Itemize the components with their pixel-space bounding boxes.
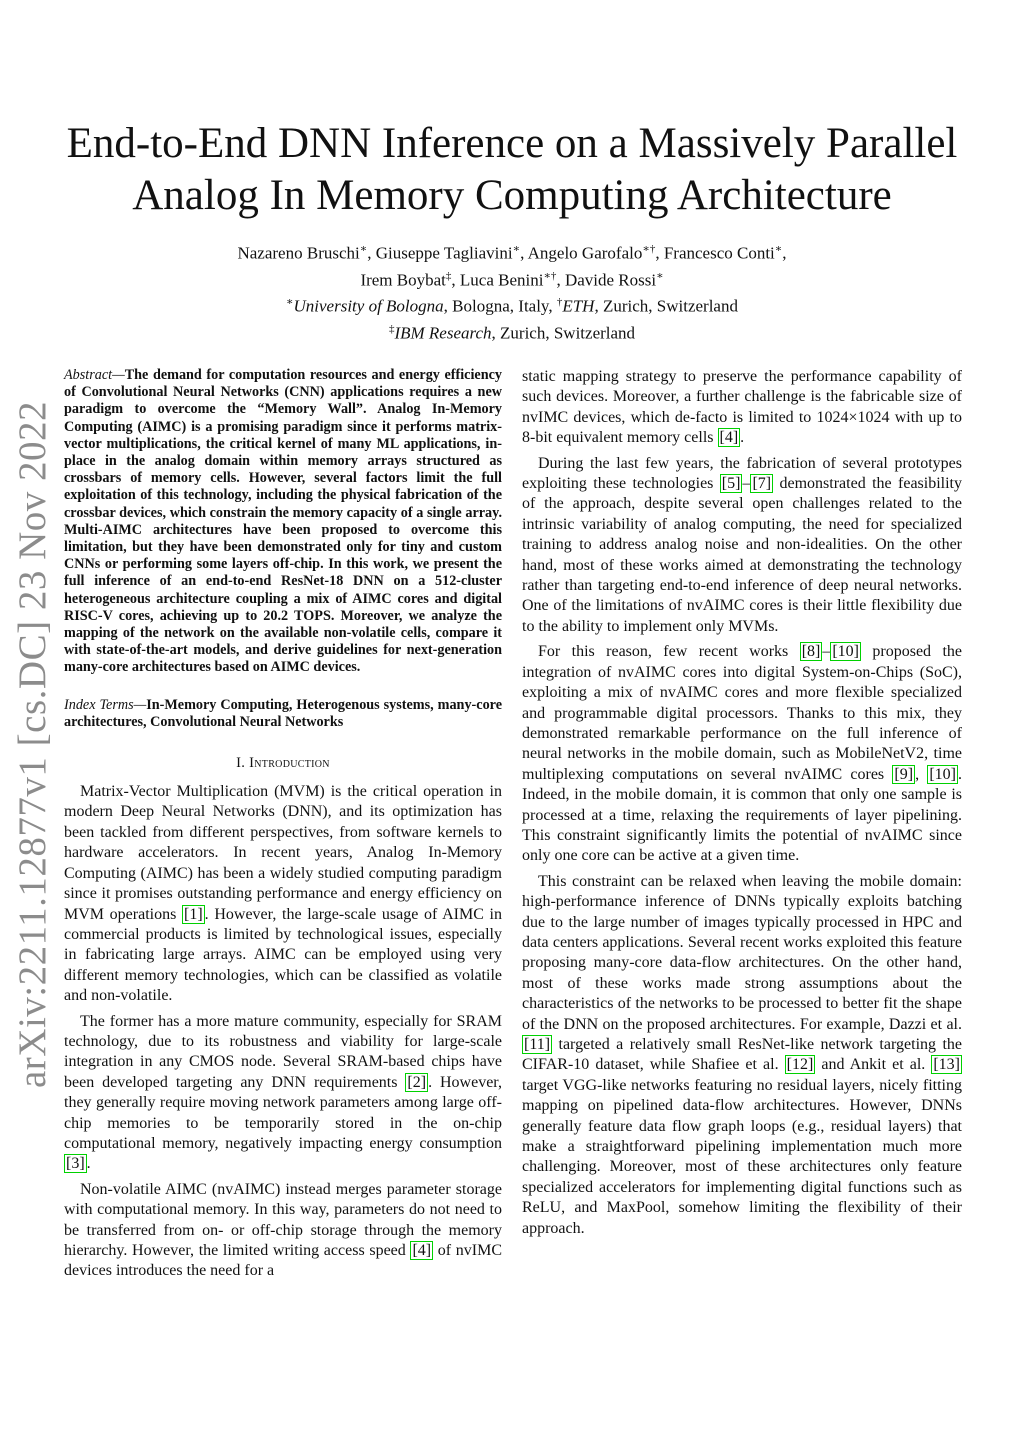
abstract-text: The demand for computation resources and energy efficiency of Convolutional Neural Networks (CNN) applications requires a new paradigm to overcome the “Memory Wall”. Analog In-Memory Computing (AIMC) is a promising paradigm since it performs matrix-vector multiplications, the critical kernel of many ML applications, in-place in the analog domain within memory arrays structured as crossbars of memory cells. However, several factors limit the full exploitation of this technology, including the physical fabrication of the crossbar devices, which constrain the memory capacity of a single array. Multi-AIMC architectures have been proposed to overcome this limitation, but they have been demonstrated only for tiny and custom CNNs or performing some layers off-chip. In this work, we present the full inference of an end-to-end ResNet-18 DNN on a 512-cluster heterogeneous architecture coupling a mix of AIMC cores and digital RISC-V cores, achieving up to 20.2 TOPS. Moreover, we analyze the mapping of the network on the available non-volatile cells, compare it with state-of-the-art models, and derive guidelines for next-generation many-core architectures based on AIMC devices. xyxy=(64,367,502,676)
paper-title: End-to-End DNN Inference on a Massively Parallel Analog In Memory Computing Architecture xyxy=(66,120,958,219)
paragraph-text: – xyxy=(742,475,751,493)
paragraph xyxy=(64,1012,502,1175)
paragraph-text: targeted a relatively small ResNet-like network targeting the CIFAR-10 dataset, while Shafiee et al. xyxy=(522,1036,962,1074)
arxiv-identifier-text: arXiv:2211.12877v1 [cs.DC] 23 Nov 2022 xyxy=(10,400,54,1088)
right-column xyxy=(522,367,962,1244)
paragraph-text: . However, the large-scale usage of AIMC in commercial products is limited by technological issues, especially in fabricating large arrays. AIMC can be employed using very different memory technologies, which can be classified as volatile and non-volatile. xyxy=(64,905,502,1005)
author: Irem Boybat xyxy=(360,270,446,290)
affiliation-place: , Zurich, Switzerland xyxy=(594,296,738,316)
author: Davide Rossi xyxy=(564,270,657,290)
author-mark: ∗ xyxy=(774,243,783,255)
citation-link[interactable]: [10] xyxy=(832,643,859,661)
affiliation-place: , Bologna, Italy, xyxy=(443,296,557,316)
paragraph-text: For this reason, few recent works xyxy=(538,643,800,661)
affiliation-line-2 xyxy=(60,318,964,345)
citation-link[interactable]: [7] xyxy=(752,475,772,493)
paragraph-text: Non-volatile AIMC (nvAIMC) instead merges parameter storage with computational memory. In this way, parameters do not need to be transferred from on- or off-chip storage through the memory hierarchy. However, the limited writing access speed xyxy=(64,1180,502,1259)
author-mark: ∗† xyxy=(642,243,656,255)
citation-link[interactable]: [3] xyxy=(66,1155,85,1173)
paragraph xyxy=(64,1180,502,1282)
author-mark: ‡ xyxy=(445,269,452,282)
citation-link[interactable]: [5] xyxy=(721,475,741,493)
author-mark: ∗ xyxy=(512,243,521,255)
citation-link[interactable]: [4] xyxy=(412,1242,432,1259)
index-terms xyxy=(64,697,502,731)
paragraph-text: This constraint can be relaxed when leaving the mobile domain: high-performance inference of DNNs typically exploits batching due to the large number of images typically processed in HPC and data centers applications. Several recent works exploited this feature proposing many-core data-flow architectures. On the other hand, most of these works made strong assumptions about the characteristics of the networks to be processed to better fit the shape of the DNN on the proposed architectures. For example, Dazzi et al. xyxy=(522,872,962,1033)
citation-link[interactable]: [11] xyxy=(524,1036,551,1053)
section-heading xyxy=(64,755,502,772)
paragraph-text: of nvIMC devices introduces the need for a xyxy=(64,1242,503,1280)
citation-link[interactable]: [1] xyxy=(184,905,203,923)
affiliation-mark: ∗ xyxy=(286,296,294,309)
paragraph xyxy=(522,454,962,638)
paragraph-text: . Indeed, in the mobile domain, it is common that only one sample is processed at a time, relaxing the requirements of layer pipelining. This constraint significantly limits the potential of nvAIMC since only one core can be active at a given time. xyxy=(522,765,962,865)
author-mark: ∗ xyxy=(656,269,664,282)
paragraph xyxy=(522,642,962,866)
affiliation-mark: † xyxy=(556,296,563,309)
citation-link[interactable]: [12] xyxy=(786,1056,814,1074)
paragraph-text: The former has a more mature community, especially for SRAM technology, due to its robustness and viability for large-scale integration in any CMOS node. Several SRAM-based chips have been developed targeting any DNN requirements xyxy=(64,1012,502,1091)
affiliation-institution: IBM Research xyxy=(394,323,492,343)
author: Angelo Garofalo xyxy=(527,243,643,263)
author-line-2: Irem Boybat‡, Luca Benini∗†, Davide Rossi∗ xyxy=(360,269,664,290)
author: Francesco Conti xyxy=(663,243,775,263)
abstract xyxy=(64,367,502,677)
paragraph-text: static mapping strategy to preserve the performance capability of such devices. Moreover, a further challenge is the fabricable size of nvIMC devices, which de-facto is limited to 1024×1024 with up to 8-bit equivalent memory cells xyxy=(522,368,962,447)
index-terms-text: In-Memory Computing, Heterogenous systems, many-core architectures, Convolutional Neural Networks xyxy=(64,696,502,730)
paragraph-text: Matrix-Vector Multiplication (MVM) is the critical operation in modern Deep Neural Networks (DNN), and its optimization has been tackled from different perspectives, from software kernels to hardware accelerators. In recent years, Analog In-Memory Computing (AIMC) has been a widely studied computing paradigm since it promises outstanding performance and energy efficiency on MVM operations xyxy=(64,783,502,923)
citation-link[interactable]: [8] xyxy=(801,643,821,661)
section-number: I. xyxy=(236,755,250,772)
citation-link[interactable]: [10] xyxy=(929,765,956,783)
author-line-1: Nazareno Bruschi∗, Giuseppe Tagliavini∗, Angelo Garofalo∗†, Francesco Conti∗, xyxy=(237,243,787,263)
author: Giuseppe Tagliavini xyxy=(375,243,513,263)
left-column xyxy=(64,367,502,1287)
paragraph xyxy=(522,367,962,449)
author-mark: ∗ xyxy=(359,243,368,255)
affiliation-institution: University of Bologna xyxy=(293,296,444,316)
paragraph-text: and Ankit et al. xyxy=(815,1056,932,1074)
author-block xyxy=(60,238,964,345)
paragraph-text: demonstrated the feasibility of the approach, despite several open challenges related to the intrinsic variability of analog computing, the need for specialized training to address analog noise and non-idealities. On the other hand, most of these works aimed at demonstrating the technology rather than targeting end-to-end inference of deep neural networks. One of the limitations of nvAIMC cores is their little flexibility due to the ability to implement only MVMs. xyxy=(522,475,963,635)
abstract-label: Abstract— xyxy=(64,367,125,383)
affiliation-place: , Zurich, Switzerland xyxy=(491,323,636,343)
left-body-text xyxy=(64,782,502,1282)
paragraph xyxy=(522,872,962,1239)
paragraph-text: . xyxy=(740,429,745,447)
paragraph-text: – xyxy=(822,643,831,661)
right-body-text xyxy=(522,367,962,1239)
author: Nazareno Bruschi xyxy=(237,243,360,263)
citation-link[interactable]: [13] xyxy=(933,1056,960,1074)
paragraph-text: . xyxy=(86,1155,91,1173)
paragraph-text: proposed the integration of nvAIMC cores into digital System-on-Chips (SoC), exploiting a mix of nvAIMC cores and more flexible specialized and programmable digital processors. Thanks to this mix, they demonstrated remarkable performance on the full inference of neural networks in the mobile domain, such as MobileNetV2, time multiplexing computations on several nvAIMC cores xyxy=(522,643,963,783)
affiliation-line-1 xyxy=(60,291,964,318)
index-terms-label: Index Terms— xyxy=(64,696,147,713)
author-mark: ∗† xyxy=(543,269,557,282)
arxiv-identifier-stamp xyxy=(2,400,62,1088)
affiliation-institution: ETH xyxy=(562,296,595,316)
paragraph-text: target VGG-like networks featuring no residual layers, nicely fitting mapping on pipelined data-flow architectures. However, DNNs generally feature data flow graph loops (e.g., residual layers) that make a straightforward pipelining implementation much more challenging. Moreover, most of these architectures only feature specialized accelerators for implementing digital functions such as ReLU, and MaxPool, somehow limiting the flexibility of their approach. xyxy=(522,1076,962,1237)
author: Luca Benini xyxy=(459,270,544,290)
paragraph-text: , xyxy=(915,765,928,783)
citation-link[interactable]: [4] xyxy=(719,429,739,447)
paragraph xyxy=(64,782,502,1006)
paragraph-text: . However, they generally require moving network parameters among large off-chip memories to be temporarily stored in the on-chip computational memory, negatively impacting energy consumption xyxy=(64,1073,502,1152)
section-title: Introduction xyxy=(249,755,330,772)
citation-link[interactable]: [9] xyxy=(894,765,914,783)
paragraph-text: During the last few years, the fabrication of several prototypes exploiting these technologies xyxy=(522,454,962,493)
citation-link[interactable]: [2] xyxy=(407,1073,427,1091)
affiliation-mark: ‡ xyxy=(388,322,395,335)
